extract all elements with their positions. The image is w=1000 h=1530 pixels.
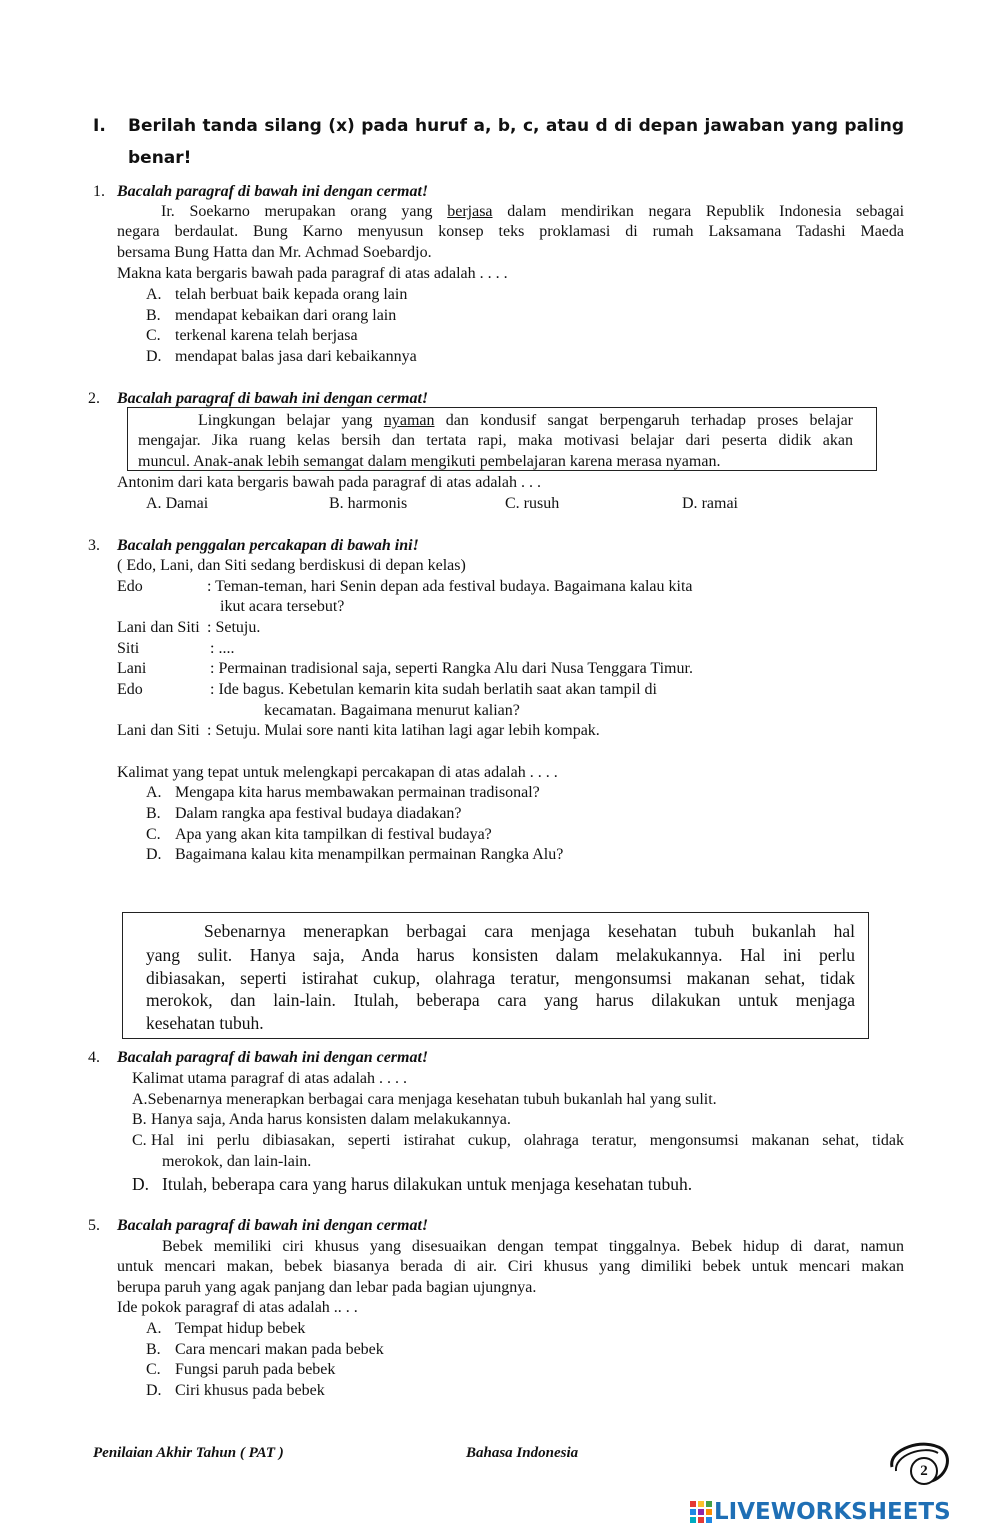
q4-question: Kalimat utama paragraf di atas adalah . . . . — [132, 1070, 407, 1087]
q2-underlined-word: nyaman — [383, 412, 435, 429]
q2-box-line2: mengajar. Jika ruang kelas bersih dan tertata rapi, maka motivasi belajar dari peserta didik akan — [138, 432, 853, 449]
q4-option-a[interactable]: A.Sebenarnya menerapkan berbagai cara menjaga kesehatan tubuh bukanlah hal yang sulit. — [132, 1091, 717, 1108]
q4-box-line3: dibiasakan, seperti istirahat cukup, olahraga teratur, mengonsumsi makanan sehat, tidak — [146, 968, 855, 988]
q3-speaker: Edo — [117, 578, 143, 595]
q4-option-d[interactable]: D. Itulah, beberapa cara yang harus dilakukan untuk menjaga kesehatan tubuh. — [132, 1174, 693, 1194]
q4-box-line1: Sebenarnya menerapkan berbagai cara menjaga kesehatan tubuh bukanlah hal — [204, 921, 855, 941]
q2-heading: Bacalah paragraf di bawah ini dengan cermat! — [117, 390, 429, 407]
q5-option-c[interactable]: C. Fungsi paruh pada bebek — [146, 1361, 336, 1378]
page-number: 2 — [920, 1463, 928, 1479]
instruction-line1: Berilah tanda silang (x) pada huruf a, b, c, atau d di depan jawaban yang paling — [128, 116, 904, 136]
liveworksheets-brand: LIVEWORKSHEETS — [714, 1499, 951, 1525]
q3-speaker: Lani dan Siti — [117, 619, 200, 636]
q3-option-a[interactable]: A. Mengapa kita harus membawakan permainan tradisonal? — [146, 784, 540, 801]
q1-number: 1. — [93, 183, 105, 200]
q1-paragraph-line3: bersama Bung Hatta dan Mr. Achmad Soebardjo. — [117, 244, 432, 261]
q3-speaker: Lani dan Siti — [117, 722, 200, 739]
q5-number: 5. — [88, 1217, 100, 1234]
q4-option-c[interactable]: C. Hal ini perlu dibiasakan, seperti istirahat cukup, olahraga teratur, mengonsumsi makanan sehat, tidak — [132, 1132, 904, 1149]
liveworksheets-grid-icon — [690, 1501, 712, 1523]
q2-option-c[interactable]: C. rusuh — [505, 495, 560, 512]
q5-paragraph-line1: Bebek memiliki ciri khusus yang disesuaikan dengan tempat tinggalnya. Bebek hidup di darat, namun — [162, 1238, 904, 1255]
q2-number: 2. — [88, 390, 100, 407]
q1-paragraph-line1: Ir. Soekarno merupakan orang yang berjasa dalam mendirikan negara Republik Indonesia sebagai — [161, 203, 905, 220]
footer-subject: Bahasa Indonesia — [466, 1445, 579, 1461]
q2-box-line3: muncul. Anak-anak lebih semangat dalam mengikuti pembelajaran karena merasa nyaman. — [138, 453, 721, 470]
q1-heading: Bacalah paragraf di bawah ini dengan cermat! — [117, 183, 429, 200]
q2-option-d[interactable]: D. ramai — [682, 495, 738, 512]
q1-paragraph-line2: negara berdaulat. Bung Karno menyusun konsep teks proklamasi di rumah Laksamana Tadashi Maeda — [117, 223, 904, 240]
q3-dialog-continuation: ikut acara tersebut? — [220, 598, 345, 615]
q5-heading: Bacalah paragraf di bawah ini dengan cermat! — [117, 1217, 429, 1234]
q1-option-a[interactable]: A. telah berbuat baik kepada orang lain — [146, 286, 408, 303]
q1-option-b[interactable]: B. mendapat kebaikan dari orang lain — [146, 307, 397, 324]
q2-question: Antonim dari kata bergaris bawah pada paragraf di atas adalah . . . — [117, 474, 541, 491]
q3-number: 3. — [88, 537, 100, 554]
q1-underlined-word: berjasa — [447, 203, 493, 220]
q2-option-a[interactable]: A. Damai — [146, 495, 209, 512]
q3-speaker: Siti — [117, 640, 140, 657]
q4-option-c-continuation: merokok, dan lain-lain. — [162, 1153, 312, 1170]
q1-option-c[interactable]: C. terkenal karena telah berjasa — [146, 327, 358, 344]
instruction-line2: benar! — [128, 148, 192, 168]
q5-paragraph-line2: untuk mencari makan, bebek biasanya berada di air. Ciri khusus yang dimiliki bebek untuk mencari makan — [117, 1258, 904, 1275]
q2-option-b[interactable]: B. harmonis — [329, 495, 408, 512]
footer-exam-title: Penilaian Akhir Tahun ( PAT ) — [93, 1445, 284, 1461]
q3-speaker: Lani — [117, 660, 147, 677]
q1-option-d[interactable]: D. mendapat balas jasa dari kebaikannya — [146, 348, 417, 365]
q3-heading: Bacalah penggalan percakapan di bawah ini! — [117, 537, 419, 554]
q3-dialog-line: : Ide bagus. Kebetulan kemarin kita sudah berlatih saat akan tampil di — [210, 681, 657, 698]
q4-heading: Bacalah paragraf di bawah ini dengan cermat! — [117, 1049, 429, 1066]
q4-option-b[interactable]: B. Hanya saja, Anda harus konsisten dalam melakukannya. — [132, 1111, 511, 1128]
q4-box-line5: kesehatan tubuh. — [146, 1013, 264, 1033]
q3-dialog-line: : Teman-teman, hari Senin depan ada festival budaya. Bagaimana kalau kita — [207, 578, 693, 595]
q4-box-line2: yang sulit. Hanya saja, Anda harus konsisten dalam melakukannya. Hal ini perlu — [146, 945, 855, 965]
q3-option-b[interactable]: B. Dalam rangka apa festival budaya diadakan? — [146, 805, 462, 822]
q5-paragraph-line3: berupa paruh yang agak panjang dan lebar pada bagian ujungnya. — [117, 1279, 537, 1296]
page-number-badge — [884, 1437, 954, 1493]
q3-speaker: Edo — [117, 681, 143, 698]
liveworksheets-logo[interactable] — [690, 1496, 995, 1526]
q3-context: ( Edo, Lani, dan Siti sedang berdiskusi di depan kelas) — [117, 557, 466, 574]
q3-dialog-continuation: kecamatan. Bagaimana menurut kalian? — [264, 702, 520, 719]
q4-number: 4. — [88, 1049, 100, 1066]
q5-option-d[interactable]: D. Ciri khusus pada bebek — [146, 1382, 325, 1399]
q3-option-d[interactable]: D. Bagaimana kalau kita menampilkan permainan Rangka Alu? — [146, 846, 564, 863]
q1-question: Makna kata bergaris bawah pada paragraf di atas adalah . . . . — [117, 265, 508, 282]
q4-box-line4: merokok, dan lain-lain. Itulah, beberapa cara yang harus dilakukan untuk menjaga — [146, 990, 855, 1010]
q3-dialog-line: : Setuju. Mulai sore nanti kita latihan lagi agar lebih kompak. — [207, 722, 600, 739]
q3-dialog-blank[interactable]: : .... — [210, 640, 235, 657]
q5-question: Ide pokok paragraf di atas adalah .. . . — [117, 1299, 358, 1316]
q2-box-line1: Lingkungan belajar yang nyaman dan kondusif sangat berpengaruh terhadap proses belajar — [198, 412, 853, 429]
q3-dialog-line: : Permainan tradisional saja, seperti Rangka Alu dari Nusa Tenggara Timur. — [210, 660, 693, 677]
q3-question: Kalimat yang tepat untuk melengkapi percakapan di atas adalah . . . . — [117, 764, 558, 781]
q3-option-c[interactable]: C. Apa yang akan kita tampilkan di festival budaya? — [146, 826, 492, 843]
instruction-number: I. — [93, 116, 106, 136]
q5-option-b[interactable]: B. Cara mencari makan pada bebek — [146, 1341, 384, 1358]
q3-dialog-line: : Setuju. — [207, 619, 261, 636]
q5-option-a[interactable]: A. Tempat hidup bebek — [146, 1320, 306, 1337]
